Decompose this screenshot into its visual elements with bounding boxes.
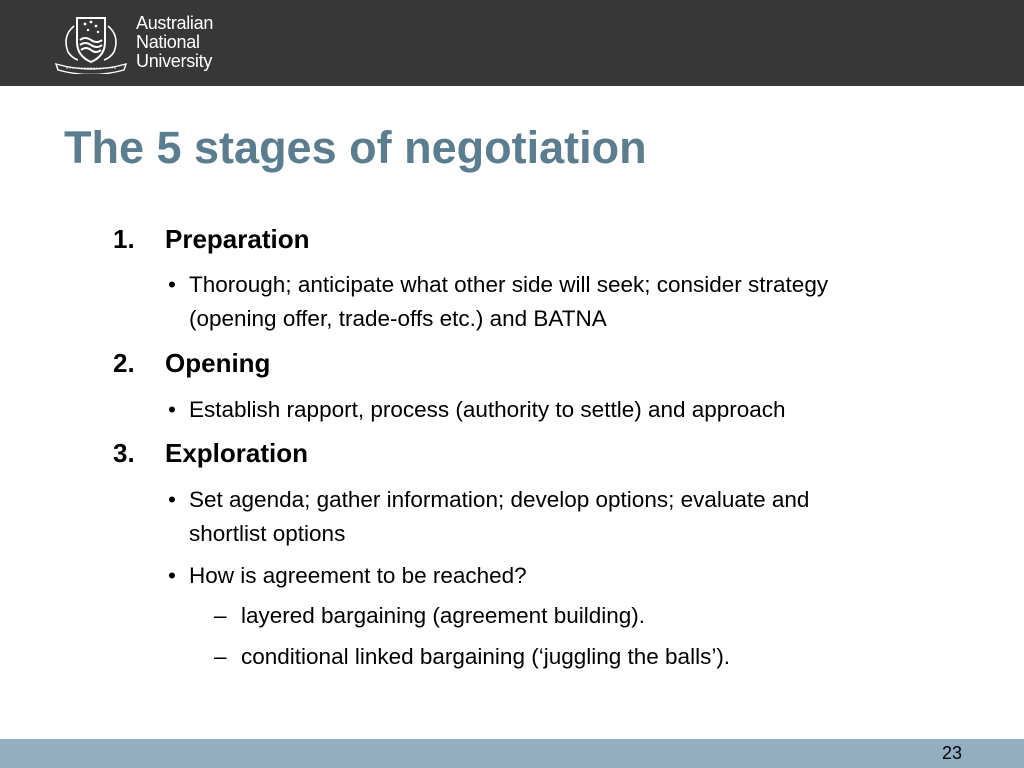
logo-line-1: Australian xyxy=(136,13,214,33)
bullet-text-line-1: How is agreement to be reached? xyxy=(189,563,527,588)
bullet-text-line-1: Thorough; anticipate what other side will seek; consider strategy xyxy=(189,272,829,297)
stage-2-label: Opening xyxy=(165,348,271,378)
bullet-mark: • xyxy=(168,272,176,297)
stage-3-number: 3. xyxy=(113,438,135,468)
logo-line-2: National xyxy=(136,32,200,52)
bullet-text-line-2: shortlist options xyxy=(189,521,346,546)
sub-item-text: conditional linked bargaining (‘juggling the balls’). xyxy=(241,644,731,669)
sub-item-text: layered bargaining (agreement building). xyxy=(241,603,646,628)
bullet-mark: • xyxy=(168,397,176,422)
bullet-mark: • xyxy=(168,563,176,588)
dash-mark: – xyxy=(214,644,227,669)
stage-1-number: 1. xyxy=(113,224,135,254)
page-number: 23 xyxy=(941,743,962,763)
logo-line-3: University xyxy=(136,51,213,71)
stage-2-number: 2. xyxy=(113,348,135,378)
bullet-mark: • xyxy=(168,487,176,512)
slide-title: The 5 stages of negotiation xyxy=(64,122,647,173)
footer-bar xyxy=(0,739,1024,768)
stage-3-label: Exploration xyxy=(165,438,309,468)
stage-1-label: Preparation xyxy=(165,224,310,254)
bullet-text-line-1: Establish rapport, process (authority to settle) and approach xyxy=(189,397,786,422)
bullet-text-line-1: Set agenda; gather information; develop options; evaluate and xyxy=(189,487,810,512)
bullet-text-line-2: (opening offer, trade-offs etc.) and BATNA xyxy=(189,306,607,331)
dash-mark: – xyxy=(214,603,227,628)
